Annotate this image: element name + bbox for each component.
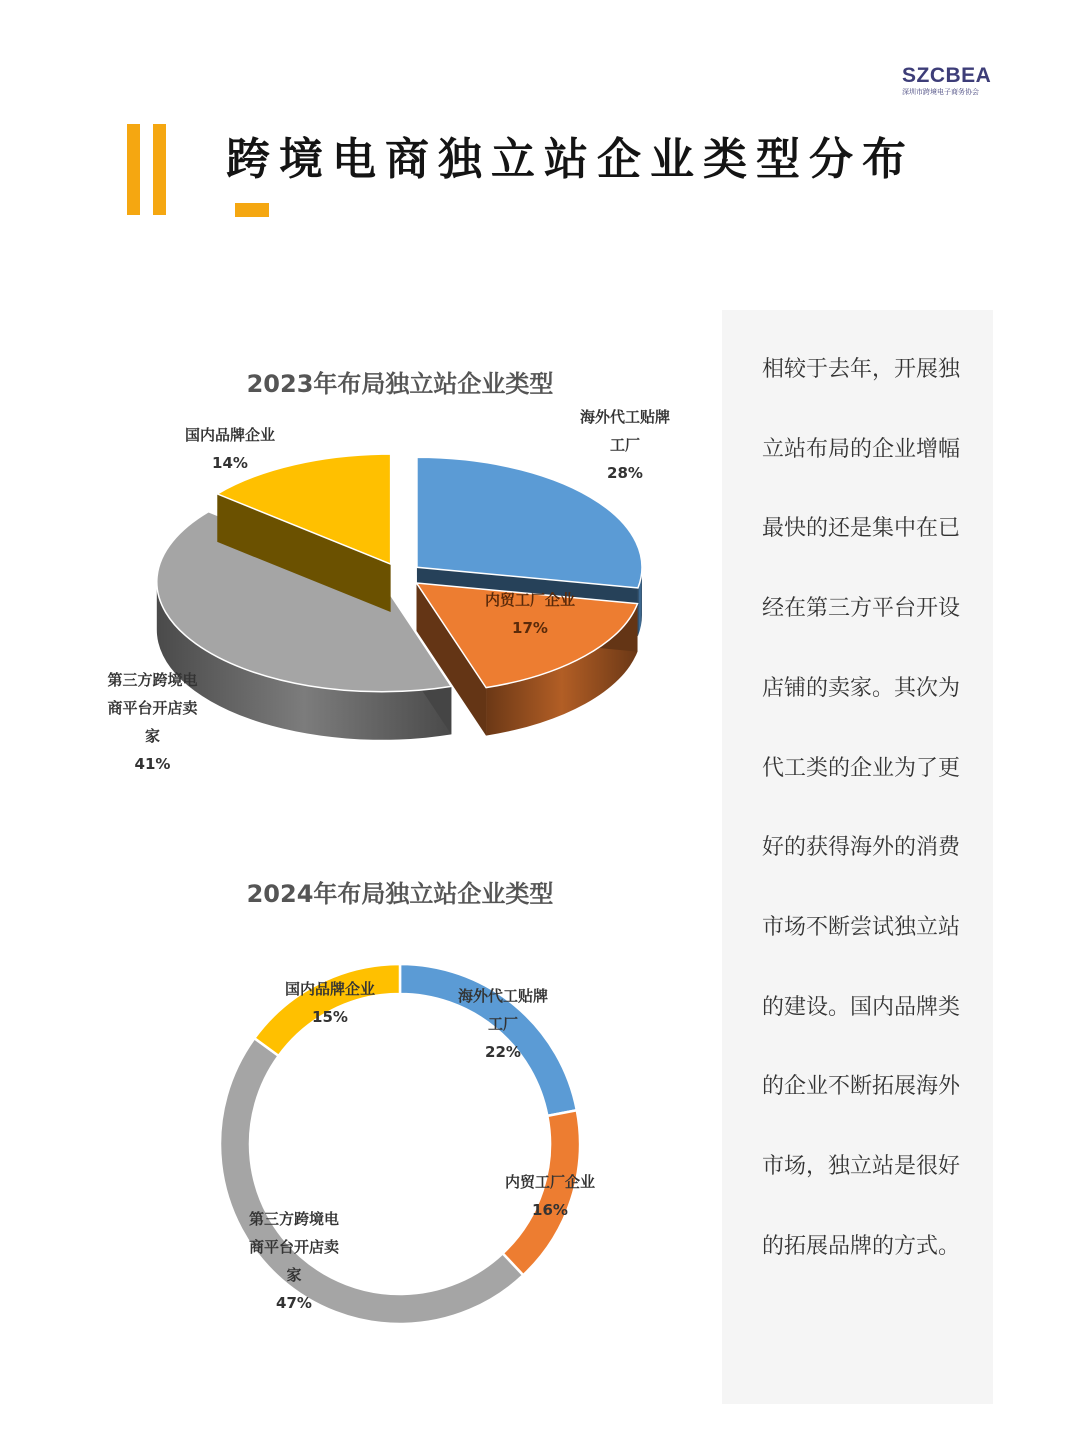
chart-2024-title: 2024年布局独立站企业类型 bbox=[246, 880, 554, 908]
chart-2024-label-domestic-brand bbox=[270, 975, 390, 1031]
category-label: 海外代工贴牌工厂 bbox=[580, 408, 671, 454]
data-label: 47% bbox=[276, 1294, 312, 1312]
category-label: 国内品牌企业 bbox=[284, 980, 375, 998]
title-accent-bar-right bbox=[153, 124, 166, 215]
szcbea-logo bbox=[902, 64, 996, 104]
chart-2023-label-third-party-sellers bbox=[100, 666, 205, 778]
category-label: 内贸工厂企业 bbox=[484, 591, 575, 609]
logo-name: SZCBEA bbox=[902, 64, 992, 87]
analysis-text: 相较于去年，开展独立站布局的企业增幅最快的还是集中在已经在第三方平台开设店铺的卖家。其次为代工类的企业为了更好的获得海外的消费市场不断尝试独立站的建设。国内品牌类的企业不断拓展海外市场，独立站是很好的拓展品牌的方式。 bbox=[762, 357, 961, 1259]
title-accent-bar-left bbox=[127, 124, 140, 215]
title-underline-accent bbox=[235, 203, 269, 217]
category-label: 第三方跨境电商平台开店卖家 bbox=[248, 1210, 339, 1284]
data-label: 14% bbox=[212, 454, 248, 472]
category-label: 内贸工厂企业 bbox=[504, 1173, 595, 1191]
chart-2024-label-domestic-factory bbox=[490, 1168, 610, 1224]
category-label: 第三方跨境电商平台开店卖家 bbox=[107, 671, 198, 745]
data-label: 22% bbox=[485, 1043, 521, 1061]
data-label: 28% bbox=[607, 464, 643, 482]
data-label: 17% bbox=[512, 619, 548, 637]
chart-2023-label-domestic-brand bbox=[165, 421, 295, 477]
chart-2024-label-overseas-oem bbox=[448, 982, 558, 1066]
category-label: 国内品牌企业 bbox=[184, 426, 275, 444]
chart-2024-label-third-party-sellers bbox=[238, 1205, 350, 1317]
data-label: 41% bbox=[134, 755, 171, 773]
logo-subtitle: 深圳市跨境电子商务协会 bbox=[902, 88, 979, 96]
data-label: 16% bbox=[532, 1201, 568, 1219]
analysis-panel bbox=[722, 310, 993, 1404]
category-label: 海外代工贴牌工厂 bbox=[457, 987, 548, 1033]
chart-2023-label-domestic-factory bbox=[460, 586, 600, 642]
chart-2023-title: 2023年布局独立站企业类型 bbox=[246, 370, 554, 398]
page-title: 跨境电商独立站企业类型分布 bbox=[226, 134, 915, 185]
data-label: 15% bbox=[312, 1008, 348, 1026]
chart-2023-label-overseas-oem bbox=[560, 403, 690, 487]
